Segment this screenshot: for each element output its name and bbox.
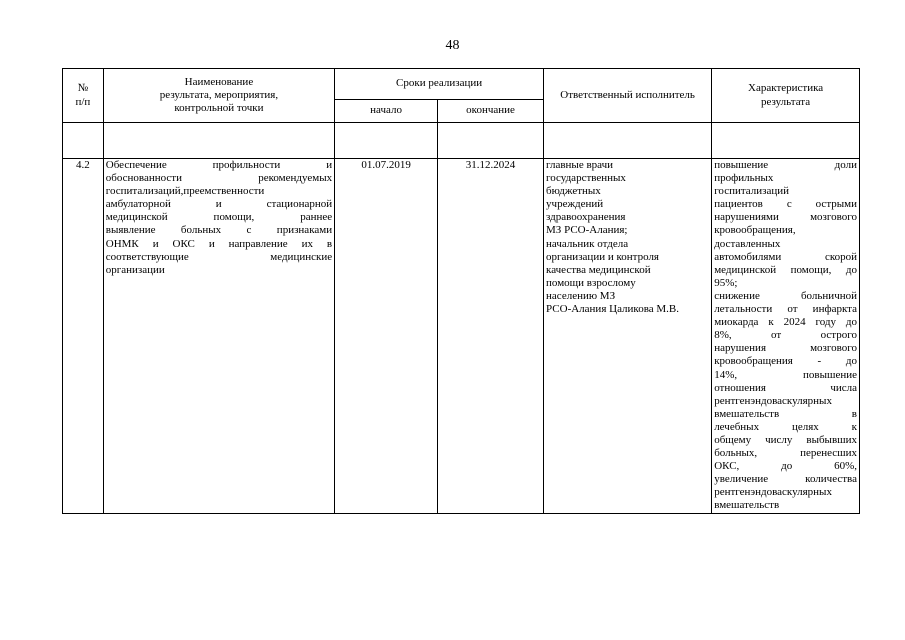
row-responsible-line: РСО-Алания Цаликова М.В. [546, 303, 680, 316]
row-name-line: выявление больных с признаками [105, 224, 333, 237]
row-responsible [544, 159, 712, 514]
row-characteristic-line: 8%, от острого [714, 329, 857, 342]
row-name [103, 159, 334, 514]
row-characteristic-line: снижение больничной [714, 289, 857, 302]
row-num: 4.2 [63, 159, 104, 514]
row-responsible-line: МЗ РСО-Алания; [546, 224, 628, 237]
activity-table [62, 68, 860, 514]
row-characteristic-line: вмешательств [714, 499, 780, 512]
row-responsible-line: здравоохранения [546, 211, 626, 224]
row-name-line: медицинской помощи, раннее [105, 211, 333, 224]
row-characteristic-line: пациентов с острыми [714, 198, 857, 211]
header-end: окончание [438, 100, 544, 123]
row-responsible-line: организации и контроля [546, 250, 659, 263]
header-name [103, 69, 334, 123]
header-characteristic-line: результата [761, 95, 811, 108]
row-responsible-line: начальник отдела [546, 237, 629, 250]
header-responsible: Ответственный исполнитель [544, 69, 712, 123]
row-characteristic-line: 14%, повышение [714, 368, 857, 381]
row-characteristic-line: госпитализаций [714, 185, 790, 198]
row-characteristic-line: кровообращения, [714, 224, 796, 237]
row-name-line: Обеспечение профильности и [105, 159, 333, 171]
header-name-line: Наименование [184, 75, 254, 88]
row-characteristic-line: профильных [714, 172, 774, 185]
row-characteristic-line: отношения числа [714, 381, 857, 394]
row-characteristic-line: автомобилями скорой [714, 250, 857, 263]
row-responsible-line: населению МЗ [546, 289, 616, 302]
row-characteristic-line: 95%; [714, 276, 738, 289]
row-characteristic-line: ОКС, до 60%, [714, 460, 857, 473]
row-responsible-line: главные врачи [546, 159, 614, 171]
row-characteristic [712, 159, 860, 514]
row-characteristic-line: медицинской помощи, до [714, 263, 857, 276]
empty-row [63, 123, 860, 159]
row-characteristic-line: нарушениями мозгового [714, 211, 857, 224]
row-name-line: амбулаторной и стационарной [105, 198, 333, 211]
row-name-line: ОНМК и ОКС и направление их в [105, 237, 333, 250]
header-name-line: контрольной точки [174, 102, 264, 115]
header-num-line: п/п [75, 95, 91, 108]
row-characteristic-line: кровообращения - до [714, 355, 857, 368]
row-responsible-line: помощи взрослому [546, 276, 636, 289]
row-start: 01.07.2019 [335, 159, 438, 514]
header-characteristic [712, 69, 860, 123]
row-characteristic-line: лечебных целях к [714, 420, 857, 433]
row-name-line: соответствующие медицинские [105, 250, 333, 263]
header-num-line: № [77, 82, 89, 95]
row-characteristic-line: общему числу выбывших [714, 433, 857, 446]
row-name-line: госпитализаций,преемственности [105, 185, 265, 198]
row-characteristic-line: рентгенэндоваскулярных [714, 394, 832, 407]
header-start: начало [335, 100, 438, 123]
row-characteristic-line: миокарда к 2024 году до [714, 316, 857, 329]
header-num [63, 69, 104, 123]
header-characteristic-line: Характеристика [748, 82, 824, 95]
row-characteristic-line: рентгенэндоваскулярных [714, 486, 832, 499]
row-responsible-line: учреждений [546, 198, 604, 211]
row-characteristic-line: доставленных [714, 237, 781, 250]
header-name-line: результата, мероприятия, [159, 88, 279, 101]
row-responsible-line: качества медицинской [546, 263, 651, 276]
row-characteristic-line: нарушения мозгового [714, 342, 857, 355]
row-characteristic-line: увеличение количества [714, 473, 857, 486]
row-characteristic-line: повышение доли [714, 159, 857, 171]
header-period: Сроки реализации [335, 69, 544, 100]
page-number: 48 [445, 38, 460, 53]
row-end: 31.12.2024 [438, 159, 544, 514]
row-responsible-line: государственных [546, 172, 626, 185]
row-characteristic-line: больных, перенесших [714, 447, 857, 460]
row-characteristic-line: летальности от инфаркта [714, 303, 857, 316]
row-name-line: организации [105, 263, 165, 276]
row-responsible-line: бюджетных [546, 185, 601, 198]
row-name-line: обоснованности рекомендуемых [105, 172, 333, 185]
row-characteristic-line: вмешательств в [714, 407, 857, 420]
table-row [63, 159, 860, 514]
